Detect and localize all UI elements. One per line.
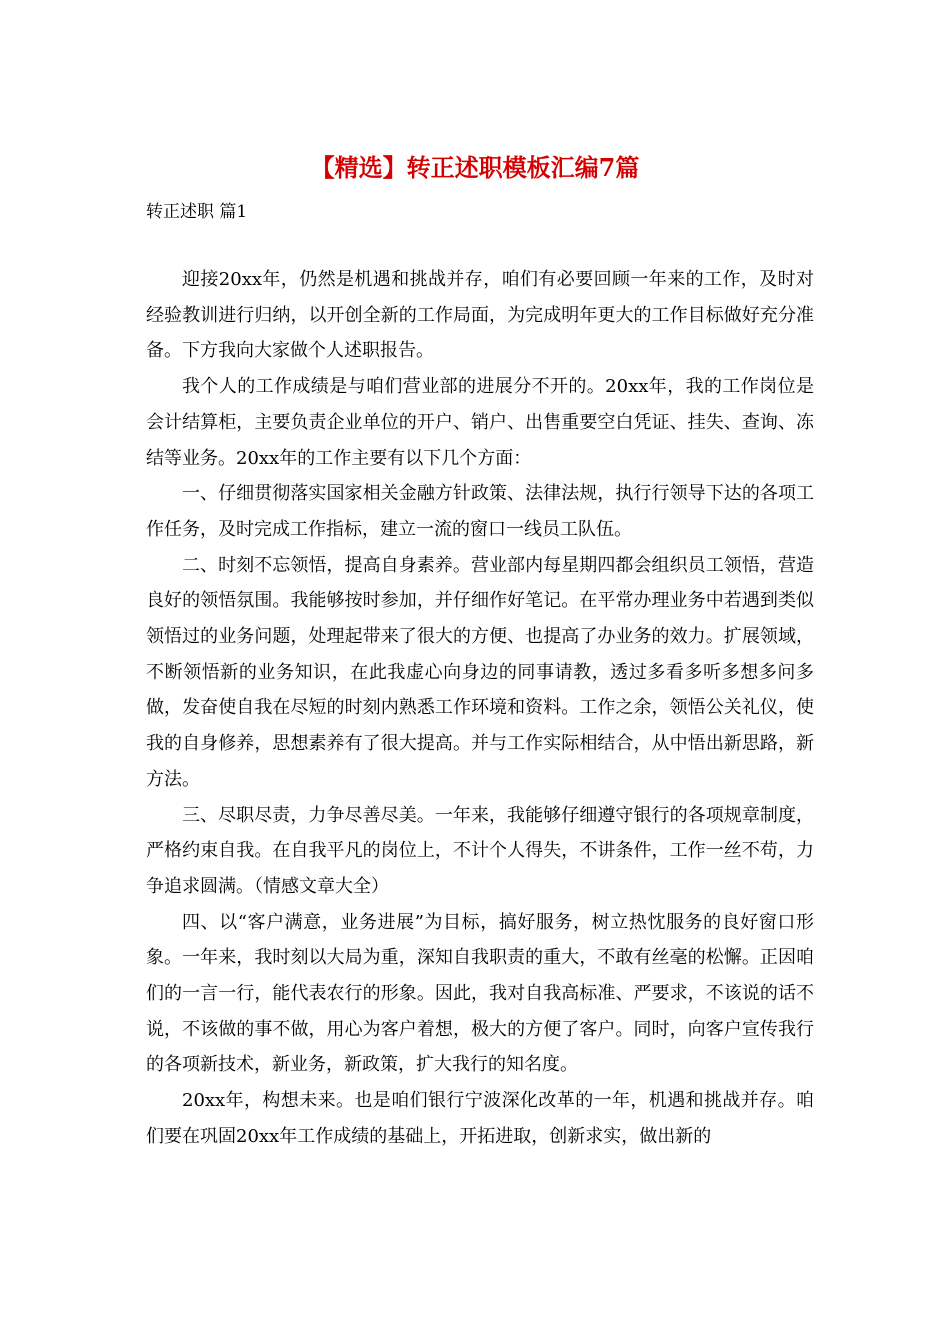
paragraph: 四、以“客户满意，业务进展”为目标，搞好服务，树立热忱服务的良好窗口形象。一年来，我时刻以大局为重，深知自我职责的重大，不敢有丝毫的松懈。正因咱们的一言一行，能代表农行的形象。因此，我对自我高标准、严要求，不该说的话不说，不该做的事不做，用心为客户着想，极大的方便了客户。同时，向客户宣传我行的各项新技术，新业务，新政策，扩大我行的知名度。 bbox=[146, 911, 814, 1076]
body-text bbox=[146, 262, 814, 1155]
paragraph: 三、尽职尽责，力争尽善尽美。一年来，我能够仔细遵守银行的各项规章制度，严格约束自我。在自我平凡的岗位上，不计个人得失，不讲条件，工作一丝不苟，力争追求圆满。（情感文章大全） bbox=[146, 804, 814, 897]
paragraph: 迎接20xx年，仍然是机遇和挑战并存，咱们有必要回顾一年来的工作，及时对经验教训进行归纳，以开创全新的工作局面，为完成明年更大的工作目标做好充分准备。下方我向大家做个人述职报告。 bbox=[146, 269, 814, 362]
section-heading: 转正述职 篇1 bbox=[146, 202, 248, 222]
paragraph: 二、时刻不忘领悟，提高自身素养。营业部内每星期四都会组织员工领悟，营造良好的领悟氛围。我能够按时参加，并仔细作好笔记。在平常办理业务中若遇到类似领悟过的业务问题，处理起带来了很大的方便、也提高了办业务的效力。扩展领域，不断领悟新的业务知识，在此我虚心向身边的同事请教，透过多看多听多想多问多做，发奋使自我在尽短的时刻内熟悉工作环境和资料。工作之余，领悟公关礼仪，使我的自身修养，思想素养有了很大提高。并与工作实际相结合，从中悟出新思路，新方法。 bbox=[146, 554, 814, 790]
paragraph: 我个人的工作成绩是与咱们营业部的进展分不开的。20xx年，我的工作岗位是会计结算柜，主要负责企业单位的开户、销户、出售重要空白凭证、挂失、查询、冻结等业务。20xx年的工作主要有以下几个方面： bbox=[146, 376, 814, 469]
paragraph: 一、仔细贯彻落实国家相关金融方针政策、法律法规，执行行领导下达的各项工作任务，及时完成工作指标，建立一流的窗口一线员工队伍。 bbox=[146, 483, 814, 540]
title-tag: 精选 bbox=[334, 153, 383, 182]
title-main: 转正述职模板汇编7篇 bbox=[406, 153, 640, 182]
document-title bbox=[0, 150, 950, 186]
paragraph: 20xx年，构想未来。也是咱们银行宁波深化改革的一年，机遇和挑战并存。咱们要在巩固20xx年工作成绩的基础上，开拓进取，创新求实，做出新的 bbox=[146, 1090, 814, 1147]
title-bracket-right: 】 bbox=[382, 153, 407, 182]
title-bracket-left: 【 bbox=[310, 153, 335, 182]
